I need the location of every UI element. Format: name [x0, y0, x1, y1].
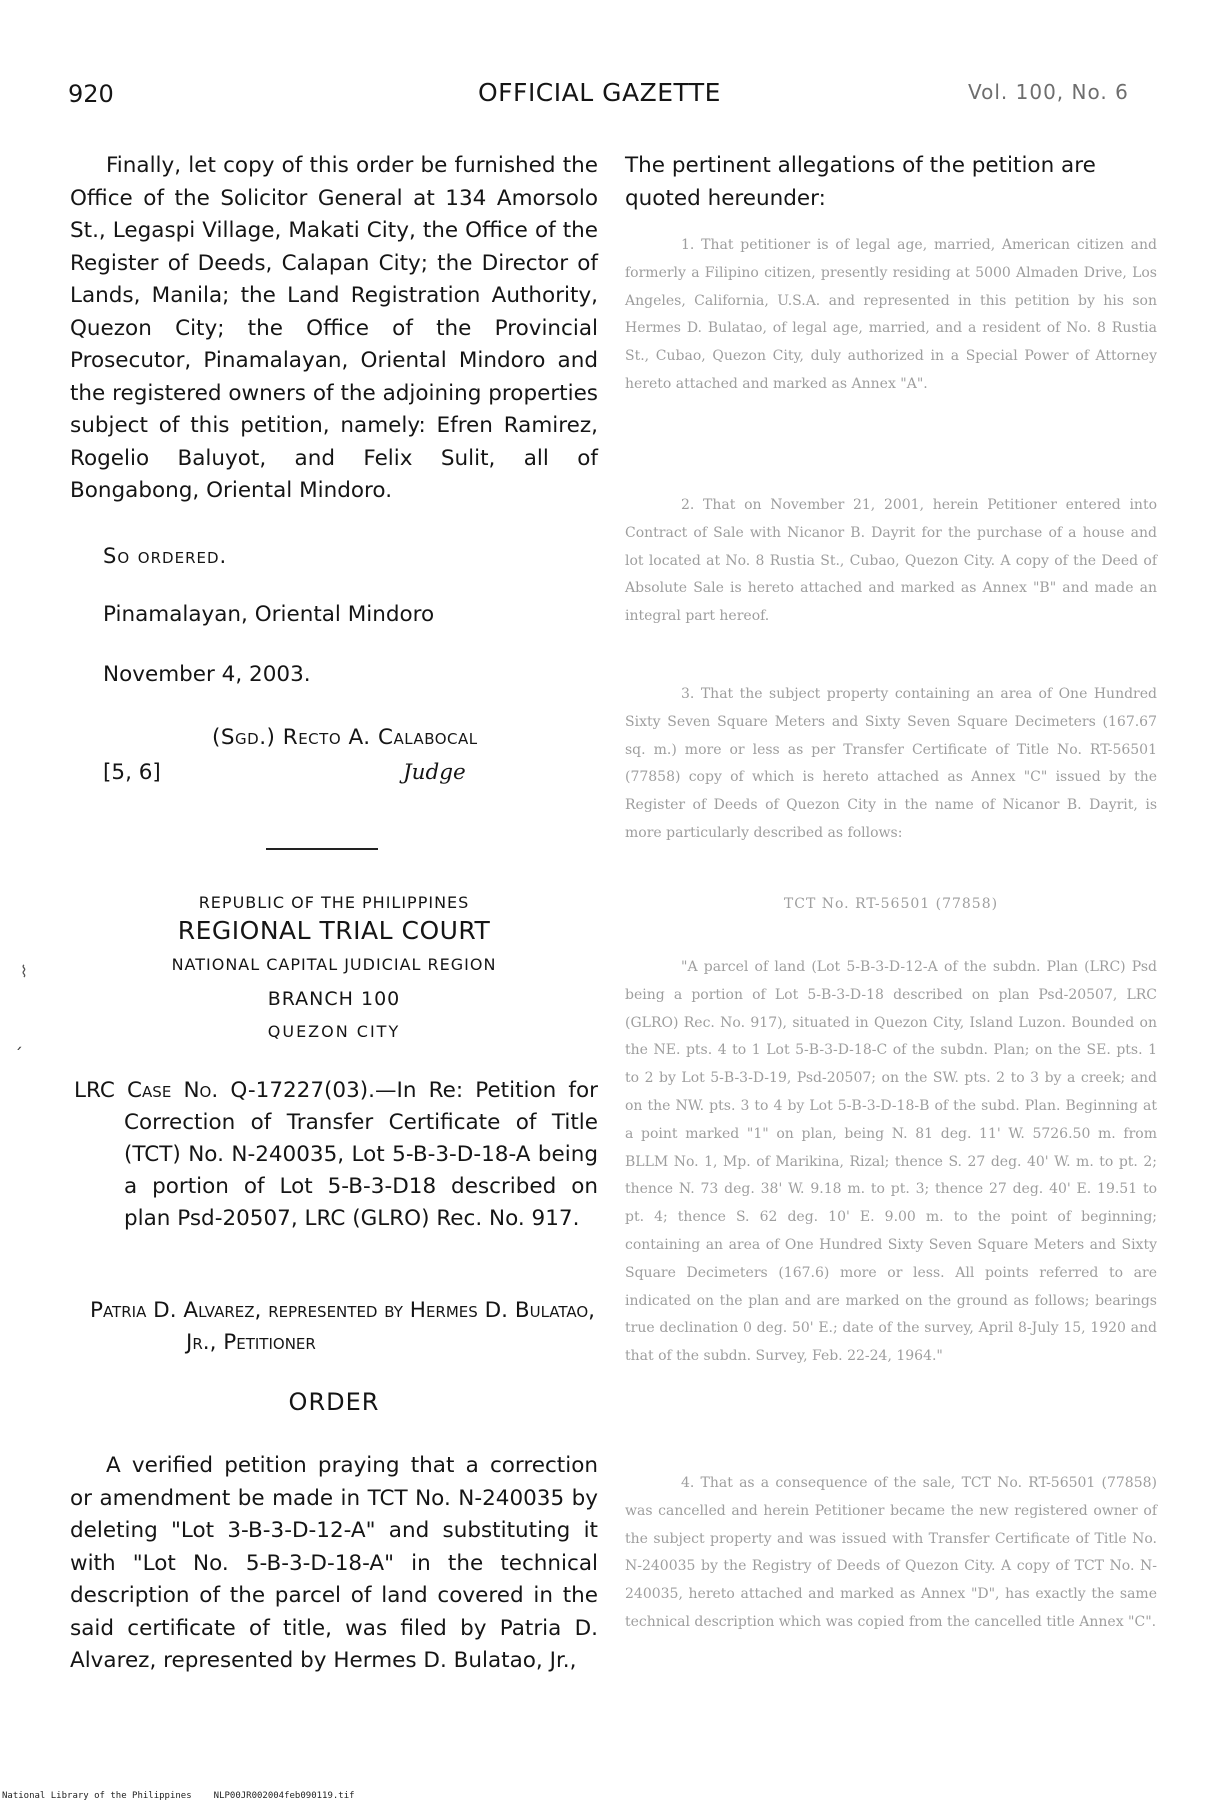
- page-number: 920: [68, 80, 114, 108]
- allegation-4: 4. That as a consequence of the sale, TCT No. RT-56501 (77858) was cancelled and herein Petitioner became the new registered owner of the subject property and was issued with Transfer Certificate of Title No. N-240035 by the Registry of Deeds of Quezon City. A copy of TCT No. N-240035, hereto attached and marked as Annex "D", has exactly the same technical description which was copied from the cancelled title Annex "C".: [625, 1475, 1157, 1630]
- allegation-2: 2. That on November 21, 2001, herein Petitioner entered into Contract of Sale with Nicanor B. Dayrit for the purchase of a house and lot located at No. 8 Rustia St., Cubao, Quezon City. A copy of the Deed of Absolute Sale is hereto attached and marked as Annex "B" and made an integral part hereof.: [625, 497, 1157, 625]
- scan-filename: NLP00JR002004feb090119.tif: [213, 1791, 355, 1801]
- judge-title: Judge: [403, 760, 466, 785]
- court-header: [70, 892, 598, 1048]
- margin-mark: ˏ: [14, 1030, 23, 1051]
- margin-mark: ⌇: [20, 962, 28, 981]
- court-city: QUEZON CITY: [267, 1022, 401, 1041]
- case-label: LRC Case No.: [74, 1078, 219, 1103]
- technical-description: "A parcel of land (Lot 5-B-3-D-12-A of the subdn. Plan (LRC) Psd being a portion of Lot 5-B-3-D-18 described on plan Psd-20507, LRC (GLRO) Rec. No. 917), situated in Quezon City, Island Luzon. Bounded on the NE. pts. 4 to 1 Lot 5-B-3-D-18-C of the subdn. Plan; on the SE. pts. 1 to 2 by Lot 5-B-3-D-19, Psd-20507; on the SW. pts. 2 to 3 by a creek; and on the NW. pts. 3 to 4 by Lot 5-B-3-D-18-B of the subd. Plan. Beginning at a point marked "1" on plan, being N. 81 deg. 11' W. 5726.50 m. from BLLM No. 1, Mp. of Marikina, Rizal; thence S. 27 deg. 40' W. m. to pt. 2; thence N. 73 deg. 38' W. 9.18 m. to pt. 3; thence 27 deg. 40' E. 19.51 to pt. 4; thence S. 62 deg. 10' E. 9.00 m. to the point of beginning; containing an area of One Hundred Sixty Seven Square Meters and Sixty Square Decimeters (167.6) more or less. All points referred to are indicated on the plan and are marked on the ground as follows; bearings true declination 0 deg. 50' E.; date of the survey, April 8-July 15, 1920 and that of the subdn. Survey, Feb. 22-24, 1964.": [625, 959, 1157, 1365]
- issue-reference: [5, 6]: [103, 760, 161, 785]
- republic-line: REPUBLIC OF THE PHILIPPINES: [198, 893, 470, 912]
- finally-paragraph: Finally, let copy of this order be furnished the Office of the Solicitor General at 134 Amorsolo St., Legaspi Village, Makati City, the Office of the Register of Deeds, Calapan City; the Director of Lands, Manila; the Land Registration Authority, Quezon City; the Office of the Provincial Prosecutor, Pinamalayan, Oriental Mindoro and the registered owners of the adjoining properties subject of this petition, namely: Efren Ramirez, Rogelio Baluyot, and Felix Sulit, all of Bongabong, Oriental Mindoro.: [70, 153, 598, 503]
- order-place: Pinamalayan, Oriental Mindoro: [103, 602, 435, 627]
- tct-heading: TCT No. RT-56501 (77858): [783, 896, 999, 912]
- court-name: REGIONAL TRIAL COURT: [177, 916, 491, 945]
- library-name: National Library of the Philippines: [2, 1791, 192, 1801]
- court-branch: BRANCH 100: [267, 988, 401, 1010]
- order-date: November 4, 2003.: [103, 662, 311, 687]
- petitioner-line: Patria D. Alvarez, represented by Hermes D. Bulatao, Jr., Petitioner: [90, 1298, 595, 1355]
- case-caption: [74, 1075, 598, 1235]
- order-heading: ORDER: [288, 1388, 380, 1416]
- so-ordered: So ordered.: [103, 544, 228, 568]
- allegations-intro: The pertinent allegations of the petition are quoted hereunder:: [625, 153, 1096, 211]
- judge-signature: (Sgd.) Recto A. Calabocal: [212, 725, 478, 750]
- allegation-1: 1. That petitioner is of legal age, married, American citizen and formerly a Filipino citizen, presently residing at 5000 Almaden Drive, Los Angeles, California, U.S.A. and represented in this petition by his son Hermes D. Bulatao, of legal age, married, and a resident of No. 8 Rustia St., Cubao, Quezon City, duly authorized in a Special Power of Attorney hereto attached and marked as Annex "A".: [625, 237, 1157, 392]
- allegation-3: 3. That the subject property containing an area of One Hundred Sixty Seven Square Meters and Sixty Seven Square Decimeters (167.67 sq. m.) more or less as per Transfer Certificate of Title No. RT-56501 (77858) copy of which is hereto attached as Annex "C" issued by the Register of Deeds of Quezon City in the name of Nicanor B. Dayrit, is more particularly described as follows:: [625, 686, 1157, 841]
- section-divider: [266, 848, 378, 850]
- case-text: Q-17227(03).—In Re: Petition for Correction of Transfer Certificate of Title (TCT) No. N-240035, Lot 5-B-3-D-18-A being a portion of Lot 5-B-3-D18 described on plan Psd-20507, LRC (GLRO) Rec. No. 917.: [124, 1078, 598, 1231]
- scan-footer: [2, 1791, 377, 1801]
- volume-number: Vol. 100, No. 6: [968, 80, 1129, 104]
- order-paragraph: A verified petition praying that a correction or amendment be made in TCT No. N-240035 by deleting "Lot 3-B-3-D-12-A" and substituting it with "Lot No. 5-B-3-D-18-A" in the technical description of the parcel of land covered in the said certificate of title, was filed by Patria D. Alvarez, represented by Hermes D. Bulatao, Jr.,: [70, 1453, 598, 1673]
- court-region: NATIONAL CAPITAL JUDICIAL REGION: [171, 955, 497, 974]
- publication-title: OFFICIAL GAZETTE: [478, 78, 721, 107]
